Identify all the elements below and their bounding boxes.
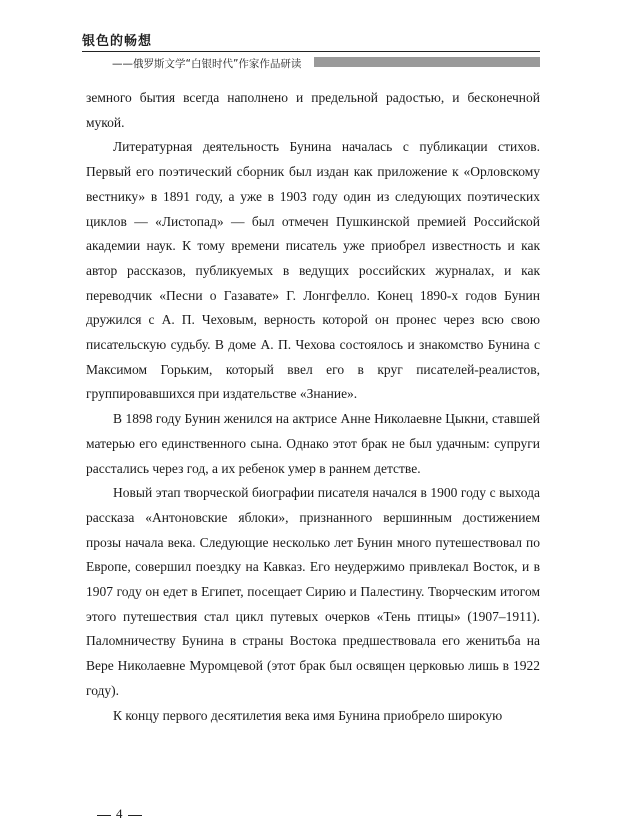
header-rule [82, 51, 540, 52]
paragraph: К концу первого десятилетия века имя Бунина приобрело широкую [113, 707, 503, 723]
paragraph: В 1898 году Бунин женился на актрисе Анне Николаевне Цыкни, ставшей матерью его единственного сына. Однако этот брак не был удачным: супруги расстались через год, а их ребенок умер в раннем детстве. [86, 411, 540, 476]
paragraph: Литературная деятельность Бунина началась с публикации стихов. Первый его поэтический сборник был издан как приложение к «Орловскому вестнику» в 1891 году, а уже в 1903 году один из следующих поэтических циклов — «Листопад» — был отмечен Пушкинской премией Российской академии наук. К тому времени писатель уже приобрел известность и как автор рассказов, публикуемых в ведущих российских журналах, и как переводчик «Песни о Газавате» Г. Лонгфелло. Конец 1890-х годов Бунин дружился с А. П. Чеховым, верность которой он пронес через всю свою писательскую судьбу. В доме А. П. Чехова состоялось и знакомство Бунина с Максимом Горьким, который ввел его в круг писателей-реалистов, группировавшихся при издательстве «Знание». [86, 139, 540, 402]
page-footer [92, 806, 147, 822]
book-subtitle: ——俄罗斯文学“白银时代”作家作品研读 [112, 58, 302, 70]
body-text [86, 86, 540, 728]
header-decorative-bar [314, 57, 540, 67]
paragraph: Новый этап творческой биографии писателя начался в 1900 году с выхода рассказа «Антоновские яблоки», признанного вершинным достижением прозы начала века. Следующие несколько лет Бунин много путешествовал по Европе, совершил поездку на Кавказ. Его неудержимо привлекал Восток, и в 1907 году он едет в Египет, посещает Сирию и Палестину. Творческим итогом этого путешествия стал цикл путевых очерков «Тень птицы» (1907–1911). Паломничеству Бунина в страны Востока предшествовала его женитьба на Вере Николаевне Муромцевой (этот брак был освящен церковью лишь в 1922 году). [86, 485, 540, 698]
footer-dash-right [128, 815, 142, 816]
footer-dash-left [97, 815, 111, 816]
page-number: 4 [116, 806, 123, 821]
paragraph: земного бытия всегда наполнено и предельной радостью, и бесконечной мукой. [86, 90, 540, 130]
book-title: 银色的畅想 [82, 34, 153, 49]
